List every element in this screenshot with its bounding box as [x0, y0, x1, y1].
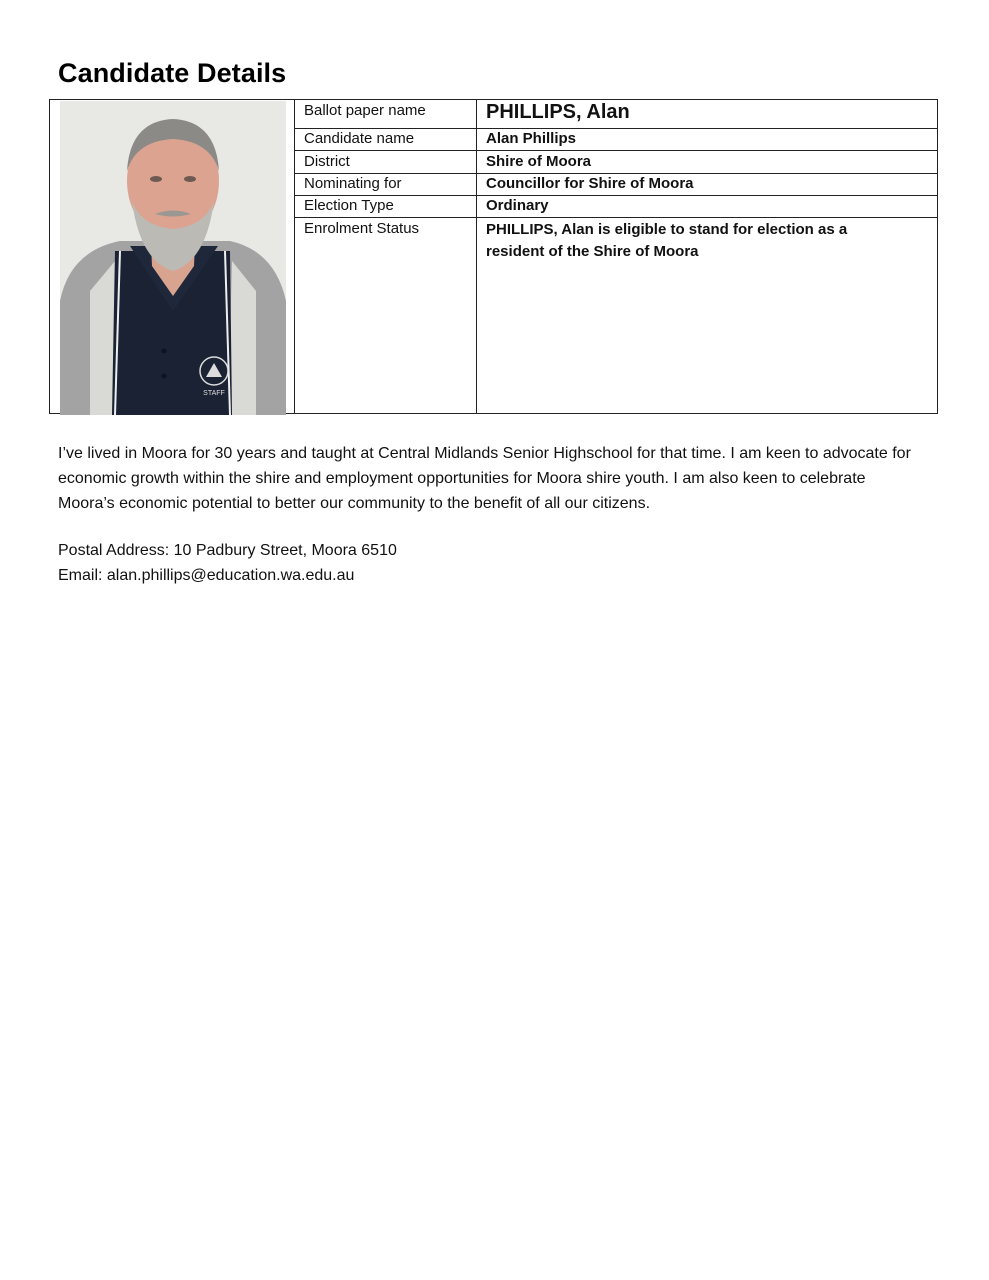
row-nominating-for: [295, 174, 937, 196]
candidate-statement: I’ve lived in Moora for 30 years and taught at Central Midlands Senior Highschool for that time. I am keen to advocate for economic growth within the shire and employment opportunities for Moora shire youth. I am also keen to celebrate Moora’s economic potential to better our community to the benefit of all our citizens.: [58, 445, 911, 512]
row-candidate-name: [295, 128, 937, 151]
postal-address: Postal Address: 10 Padbury Street, Moora 6510: [58, 542, 397, 559]
row-enrolment-status: [295, 218, 937, 413]
row-label: Ballot paper name: [304, 102, 426, 119]
candidate-photo: [60, 101, 286, 415]
row-value: Shire of Moora: [486, 153, 592, 170]
page-title: Candidate Details: [58, 58, 287, 88]
row-label: Enrolment Status: [304, 220, 420, 237]
candidate-portrait-icon: [60, 101, 286, 415]
row-label: Candidate name: [304, 130, 415, 147]
row-value: PHILLIPS, Alan: [486, 101, 630, 123]
candidate-details-table: [49, 99, 938, 414]
row-value: PHILLIPS, Alan is eligible to stand for election as a resident of the Shire of Moora: [486, 221, 848, 260]
row-district: [295, 151, 937, 174]
row-label: Nominating for: [304, 175, 402, 192]
row-ballot-paper-name: [295, 100, 937, 129]
row-value: Councillor for Shire of Moora: [486, 175, 694, 192]
email-address: Email: alan.phillips@education.wa.edu.au: [58, 567, 355, 584]
row-label: District: [304, 153, 350, 170]
row-value: Ordinary: [486, 197, 549, 214]
row-label: Election Type: [304, 197, 394, 214]
row-election-type: [295, 196, 937, 218]
shirt-staff-text: STAFF: [203, 390, 225, 397]
row-value: Alan Phillips: [486, 130, 577, 147]
